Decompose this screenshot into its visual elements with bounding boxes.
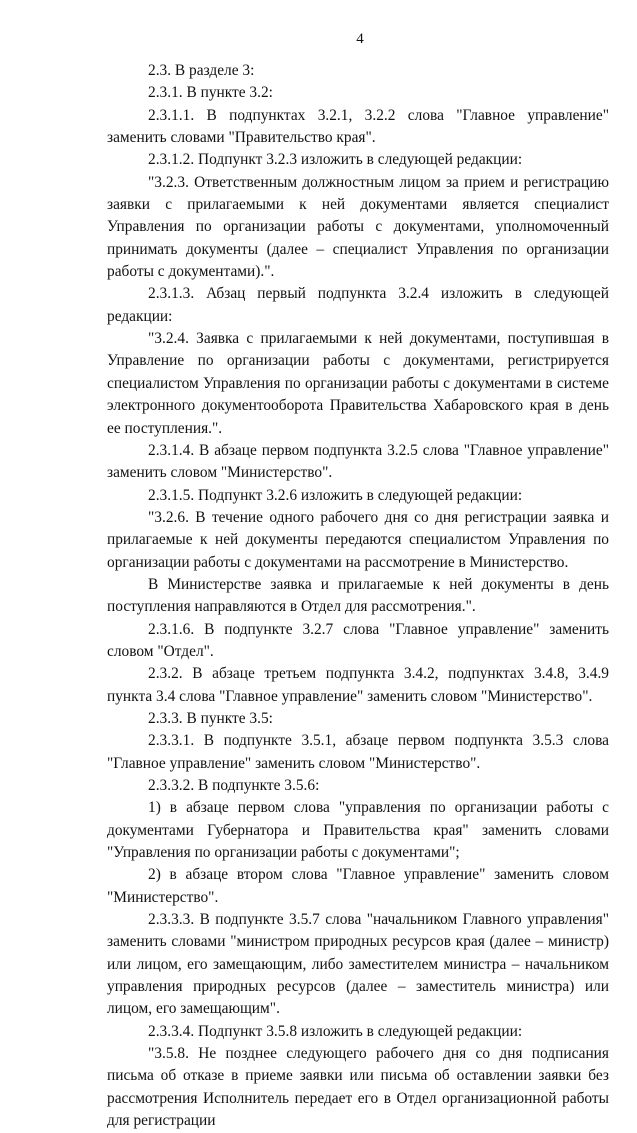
paragraph: 2.3.3.4. Подпункт 3.5.8 изложить в следующей редакции: (148, 1022, 523, 1040)
paragraph: 2.3.1.5. Подпункт 3.2.6 изложить в следующей редакции: (148, 486, 523, 504)
paragraph: 2.3.1.6. В подпункте 3.2.7 слова "Главное управление" заменить словом "Отдел". (107, 620, 609, 660)
paragraph: 1) в абзаце первом слова "управления по организации работы с документами Губернатора и Правительства края" заменить словами "Управления по организации работы с документами"; (107, 799, 609, 862)
paragraph: 2.3.1.2. Подпункт 3.2.3 изложить в следующей редакции: (148, 151, 523, 169)
paragraph: 2) в абзаце втором слова "Главное управление" заменить словом "Министерство". (107, 866, 609, 906)
page-number: 4 (356, 31, 364, 47)
paragraph: 2.3. В разделе 3: (148, 62, 255, 79)
paragraph: "3.2.6. В течение одного рабочего дня со дня регистрации заявка и прилагаемые к ней документы передаются специалистом Управления по организации работы с документами на рассмотрение в Министерство. (107, 508, 609, 571)
paragraph: 2.3.1.3. Абзац первый подпункта 3.2.4 изложить в следующей редакции: (107, 285, 609, 325)
paragraph: 2.3.3.2. В подпункте 3.5.6: (148, 777, 320, 794)
paragraph: В Министерстве заявка и прилагаемые к ней документы в день поступления направляются в Отдел для рассмотрения.". (107, 575, 609, 616)
paragraph: 2.3.1.1. В подпунктах 3.2.1, 3.2.2 слова "Главное управление" заменить словами "Правительство края". (107, 106, 609, 147)
paragraph: 2.3.1. В пункте 3.2: (148, 84, 273, 102)
paragraph: "3.2.4. Заявка с прилагаемыми к ней документами, поступившая в Управление по организации работы с документами, регистрируется специалистом Управления по организации работы с документами в системе электронного документооборота Правительства Хабаровского края в день ее поступления.". (107, 330, 609, 437)
paragraph: 2.3.1.4. В абзаце первом подпункта 3.2.5 слова "Главное управление" заменить словом "Министерство". (107, 441, 609, 482)
paragraph: "3.5.8. Не позднее следующего рабочего дня со дня подписания письма об отказе в приеме заявки или письма об оставлении заявки без рассмотрения Исполнитель передает его в Отдел организационной работы для регистрации (107, 1045, 609, 1130)
paragraph: 2.3.3. В пункте 3.5: (148, 709, 273, 727)
paragraph: 2.3.3.3. В подпункте 3.5.7 слова "начальником Главного управления" заменить словами "министром природных ресурсов края (далее – министр) или лицом, его замещающим, либо заместителем министра – начальником управления природных ресурсов (далее – заместитель министра) или лицом, его замещающим". (107, 911, 609, 1018)
paragraph: "3.2.3. Ответственным должностным лицом за прием и регистрацию заявки с прилагаемыми к ней документами является специалист Управления по организации работы с документами, уполномоченный принимать документы (далее – специалист Управления по организации работы с документами).". (107, 173, 609, 281)
document-body (107, 60, 609, 1133)
paragraph: 2.3.3.1. В подпункте 3.5.1, абзаце первом подпункта 3.5.3 слова "Главное управление" заменить словом "Министерство". (107, 732, 609, 772)
paragraph: 2.3.2. В абзаце третьем подпункта 3.4.2, подпунктах 3.4.8, 3.4.9 пункта 3.4 слова "Главное управление" заменить словом "Министерство". (107, 665, 609, 705)
